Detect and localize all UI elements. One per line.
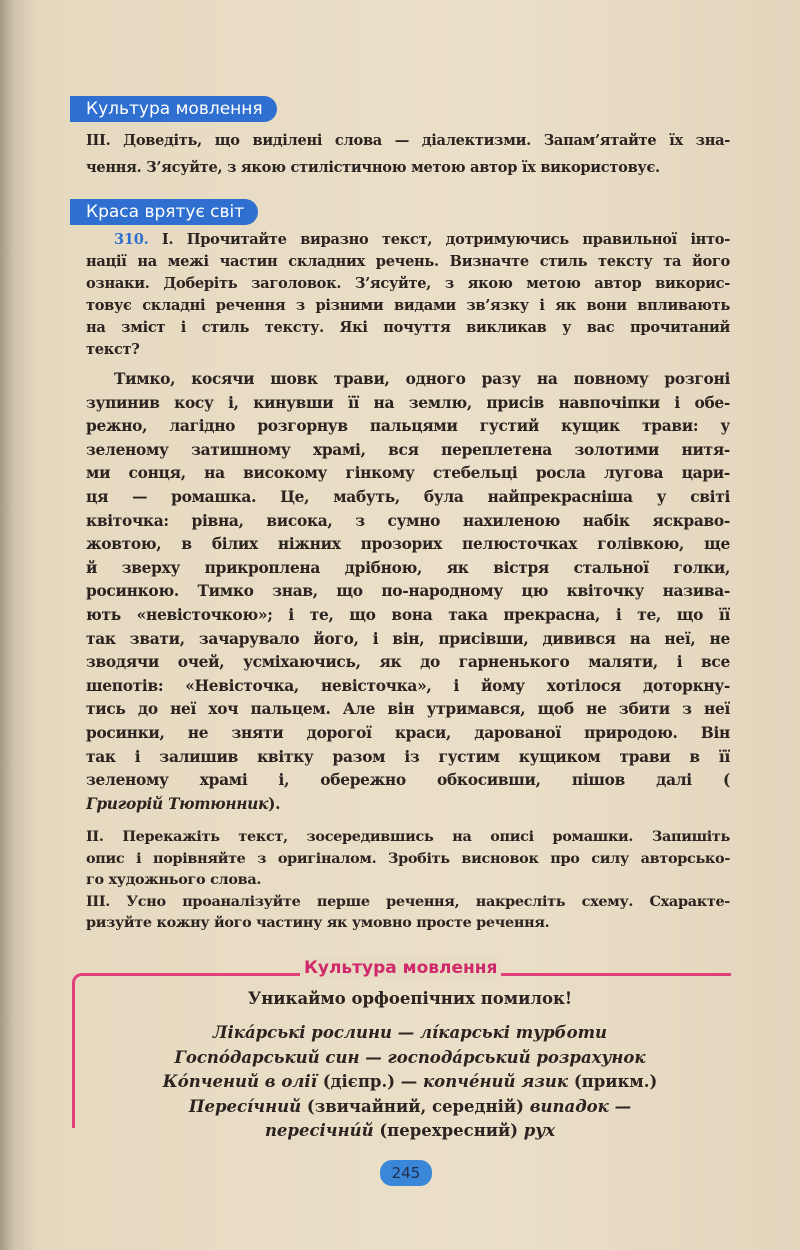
example-part: копчéний язик [423, 1072, 569, 1091]
instruction-line [86, 229, 730, 251]
box-subtitle: Уникаймо орфоепічних помилок! [247, 989, 573, 1008]
example-part: (перехресний) [373, 1121, 524, 1140]
text-line: ми сонця, на високому гінкому стебельці росла лугова цари- [86, 464, 730, 483]
example-part: Госпóдарський син — господáрський розрахунок [174, 1047, 646, 1067]
example-part: Лікáрські рослини — лíкарські турботи [212, 1023, 608, 1042]
instruction-line: нації на межі частин складних речень. Визначте стиль тексту та його [86, 253, 730, 270]
exercise-tasks [86, 826, 730, 934]
text-line: зеленому затишному храмі, вся переплетена золотими нитя- [86, 440, 730, 459]
instruction-line: текст? [86, 341, 140, 358]
example-part: випадок — [529, 1096, 632, 1116]
instruction-line: на зміст і стиль тексту. Які почуття викликав у вас прочитаний [86, 319, 730, 336]
text-line: квіточка: рівна, висока, з сумно нахиленою набік яскраво- [86, 511, 730, 530]
example-part: (прикм.) [568, 1072, 658, 1091]
instruction-line-text: І. Прочитайте виразно текст, дотримуючись правильної інто- [161, 231, 730, 248]
text-line [86, 769, 730, 793]
text-line: так і залишив квітку разом із густим кущиком трави в її [86, 747, 730, 766]
task-line: го художнього слова. [86, 871, 262, 888]
text-line: Тимко, косячи шовк трави, одного разу на повному розгоні [114, 370, 730, 388]
text-line: росинкою. Тимко знав, що по-народному цю квіточку назива- [86, 582, 730, 601]
orthoepy-example [100, 1047, 720, 1069]
example-part: (дієпр.) — [316, 1072, 424, 1091]
text-line: зупинив косу і, кинувши її на землю, присів навпочіпки і обе- [86, 393, 730, 412]
text-line: шепотів: «Невісточка, невісточка», і йому хотілося доторкну- [86, 676, 730, 695]
author-name: Григорій Тютюнник [86, 794, 269, 813]
instruction-line: ознаки. Доберіть заголовок. З’ясуйте, з якою метою автор викорис- [86, 275, 730, 292]
task-line: ризуйте кожну його частину як умовно просте речення. [86, 914, 550, 931]
page-number: 245 [380, 1160, 432, 1186]
orthoepy-example [100, 1120, 720, 1142]
task-3-text [86, 128, 730, 181]
task-3-line: чення. З’ясуйте, з якою стилістичною метою автор їх використовує. [86, 158, 660, 176]
orthoepy-example [100, 1071, 720, 1093]
text-line: так звати, зачарувало його, і він, присівши, дивився на неї, не [86, 629, 730, 648]
text-line-end: ). [268, 794, 281, 813]
text-line: режно, лагідно розгорнув пальцями густий кущик трави: у [86, 417, 730, 436]
example-part: Пересíчний [188, 1096, 302, 1116]
task-line: опис і порівняйте з оригіналом. Зробіть висновок про силу авторсько- [86, 849, 730, 867]
example-part: (звичайний, середній) [301, 1096, 530, 1116]
orthoepy-example [100, 1096, 720, 1118]
example-part: Кóпчений в олії [162, 1072, 317, 1091]
task-3-line: ІІІ. Доведіть, що виділені слова — діалектизми. Запам’ятайте їх зна- [86, 132, 730, 149]
orthoepy-example [100, 1022, 720, 1044]
section-tag-speech-culture: Культура мовлення [70, 96, 277, 122]
text-line [86, 793, 730, 817]
task-line: ІІІ. Усно проаналізуйте перше речення, накресліть схему. Схаракте- [86, 892, 730, 910]
text-line: ють «невісточкою»; і те, що вона така прекрасна, і те, що її [86, 605, 730, 624]
instruction-line: товує складні речення з різними видами зв’язку і як вони впливають [86, 297, 730, 314]
text-line: ця — ромашка. Це, мабуть, була найпрекрасніша у світі [86, 487, 730, 506]
section-tag-beauty: Краса врятує світ [70, 199, 258, 225]
text-line-part: зеленому храмі і, обережно обкосивши, пішов далі ( [86, 771, 730, 790]
exercise-number: 310. [114, 231, 149, 248]
box-title: Культура мовлення [300, 957, 501, 979]
text-line: зводячи очей, усміхаючись, як до гарненького маляти, і все [86, 653, 730, 672]
example-part: рух [523, 1121, 556, 1140]
exercise-310-instructions [86, 229, 730, 361]
text-line: жовтою, в білих ніжних прозорих пелюсточках голівкою, ще [86, 535, 730, 554]
example-part: пересічнúй [264, 1121, 374, 1140]
text-line: й зверху прикроплена дрібною, як вістря стальної голки, [86, 558, 730, 577]
task-line: ІІ. Перекажіть текст, зосередившись на описі ромашки. Запишіть [86, 828, 730, 845]
text-line: росинки, не зняти дорогої краси, дарованої природою. Він [86, 723, 730, 742]
literary-text [86, 368, 730, 816]
text-line: тись до неї хоч пальцем. Але він утримався, щоб не збити з неї [86, 700, 730, 719]
